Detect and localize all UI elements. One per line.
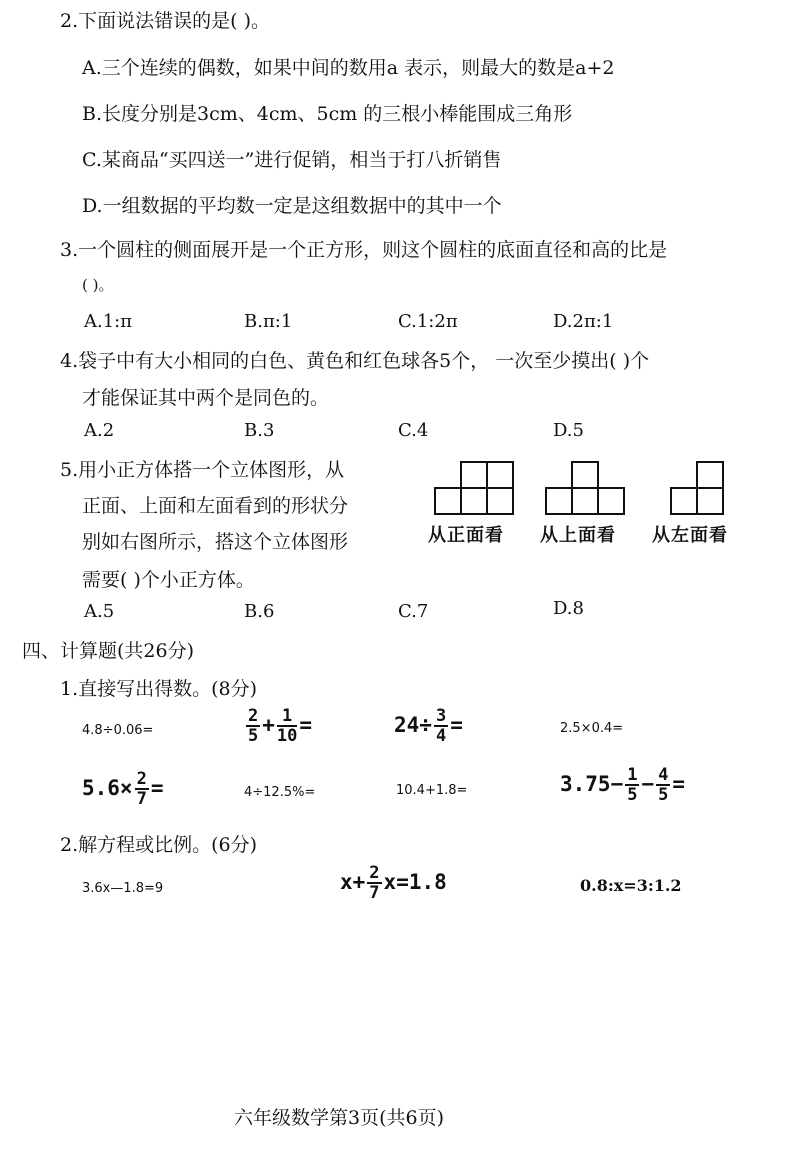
calc-1b: $\frac{2}{5}$ + $\frac{1}{10}$ = <box>248 706 313 746</box>
q2-option-d: D.一组数据的平均数一定是这组数据中的其中一个 <box>82 195 502 217</box>
calc-2a: 5.6× $\frac{2}{7}$ = <box>82 769 164 809</box>
q5-line-3: 别如右图所示，搭这个立体图形 <box>82 531 349 553</box>
calc-1a: 4.8÷0.06= <box>82 723 154 738</box>
section4-title: 四、计算题(共26分) <box>22 640 195 662</box>
calc-2b: 4÷12.5%= <box>244 785 316 800</box>
q5-line-2: 正面、上面和左面看到的形状分 <box>82 495 349 517</box>
q4-option-b: B.3 <box>244 420 275 441</box>
calc-2c: 10.4+1.8= <box>396 783 468 798</box>
q5-views-drawing <box>426 457 756 519</box>
q5-line-1: 5.用小正方体搭一个立体图形，从 <box>60 459 345 481</box>
q2-stem: 2.下面说法错误的是( )。 <box>60 10 270 32</box>
q2-option-b: B.长度分别是3cm、4cm、5cm 的三根小棒能围成三角形 <box>82 103 573 125</box>
view-label-front: 从正面看 <box>428 525 504 546</box>
fraction: $\frac{1}{5}$ <box>627 765 638 805</box>
q4-stem-cont: 才能保证其中两个是同色的。 <box>82 387 330 409</box>
fraction: $\frac{1}{10}$ <box>276 706 298 746</box>
fraction: $\frac{2}{5}$ <box>248 706 259 746</box>
view-label-left: 从左面看 <box>652 525 728 546</box>
q3-option-a: A.1:π <box>84 311 133 332</box>
fraction: $\frac{2}{7}$ <box>136 769 147 809</box>
calc-1d: 2.5×0.4= <box>560 721 624 736</box>
calc-1c: 24÷ $\frac{3}{4}$ = <box>394 706 463 746</box>
q5-option-b: B.6 <box>244 601 275 622</box>
q5-views-figure <box>426 457 756 547</box>
q2-option-a: A.三个连续的偶数，如果中间的数用a 表示，则最大的数是a+2 <box>82 57 615 79</box>
q5-line-4: 需要( )个小正方体。 <box>82 569 255 591</box>
equation-1: 3.6x—1.8=9 <box>82 881 164 896</box>
q3-option-b: B.π:1 <box>244 311 293 332</box>
front-view-shape <box>435 462 513 514</box>
fraction: $\frac{2}{7}$ <box>369 863 380 903</box>
top-view-shape <box>546 462 624 514</box>
left-view-shape <box>671 462 723 514</box>
q3-option-c: C.1:2π <box>398 311 458 332</box>
view-label-top: 从上面看 <box>540 525 616 546</box>
fraction: $\frac{3}{4}$ <box>435 706 447 746</box>
q4-option-d: D.5 <box>553 420 584 441</box>
fraction: $\frac{4}{5}$ <box>658 765 669 805</box>
page-footer: 六年级数学第3页(共6页) <box>234 1107 445 1129</box>
q5-option-d: D.8 <box>553 598 584 619</box>
section4-q1-title: 1.直接写出得数。(8分) <box>60 678 258 700</box>
section4-q2-title: 2.解方程或比例。(6分) <box>60 834 258 856</box>
q2-option-c: C.某商品“买四送一”进行促销，相当于打八折销售 <box>82 149 502 171</box>
q3-option-d: D.2π:1 <box>553 311 614 332</box>
q5-option-a: A.5 <box>84 601 115 622</box>
calc-2d: 3.75− $\frac{1}{5}$ − $\frac{4}{5}$ = <box>560 765 686 805</box>
q4-option-a: A.2 <box>84 420 115 441</box>
q3-stem: 3.一个圆柱的侧面展开是一个正方形，则这个圆柱的底面直径和高的比是 <box>60 239 668 261</box>
q4-option-c: C.4 <box>398 420 429 441</box>
equation-2: x+ $\frac{2}{7}$ x=1.8 <box>340 863 447 903</box>
equation-3: 0.8:x=3:1.2 <box>580 876 682 895</box>
q3-stem-cont: ( )。 <box>82 276 114 294</box>
q5-option-c: C.7 <box>398 601 429 622</box>
q4-stem: 4.袋子中有大小相同的白色、黄色和红色球各5个， 一次至少摸出( )个 <box>60 350 650 372</box>
